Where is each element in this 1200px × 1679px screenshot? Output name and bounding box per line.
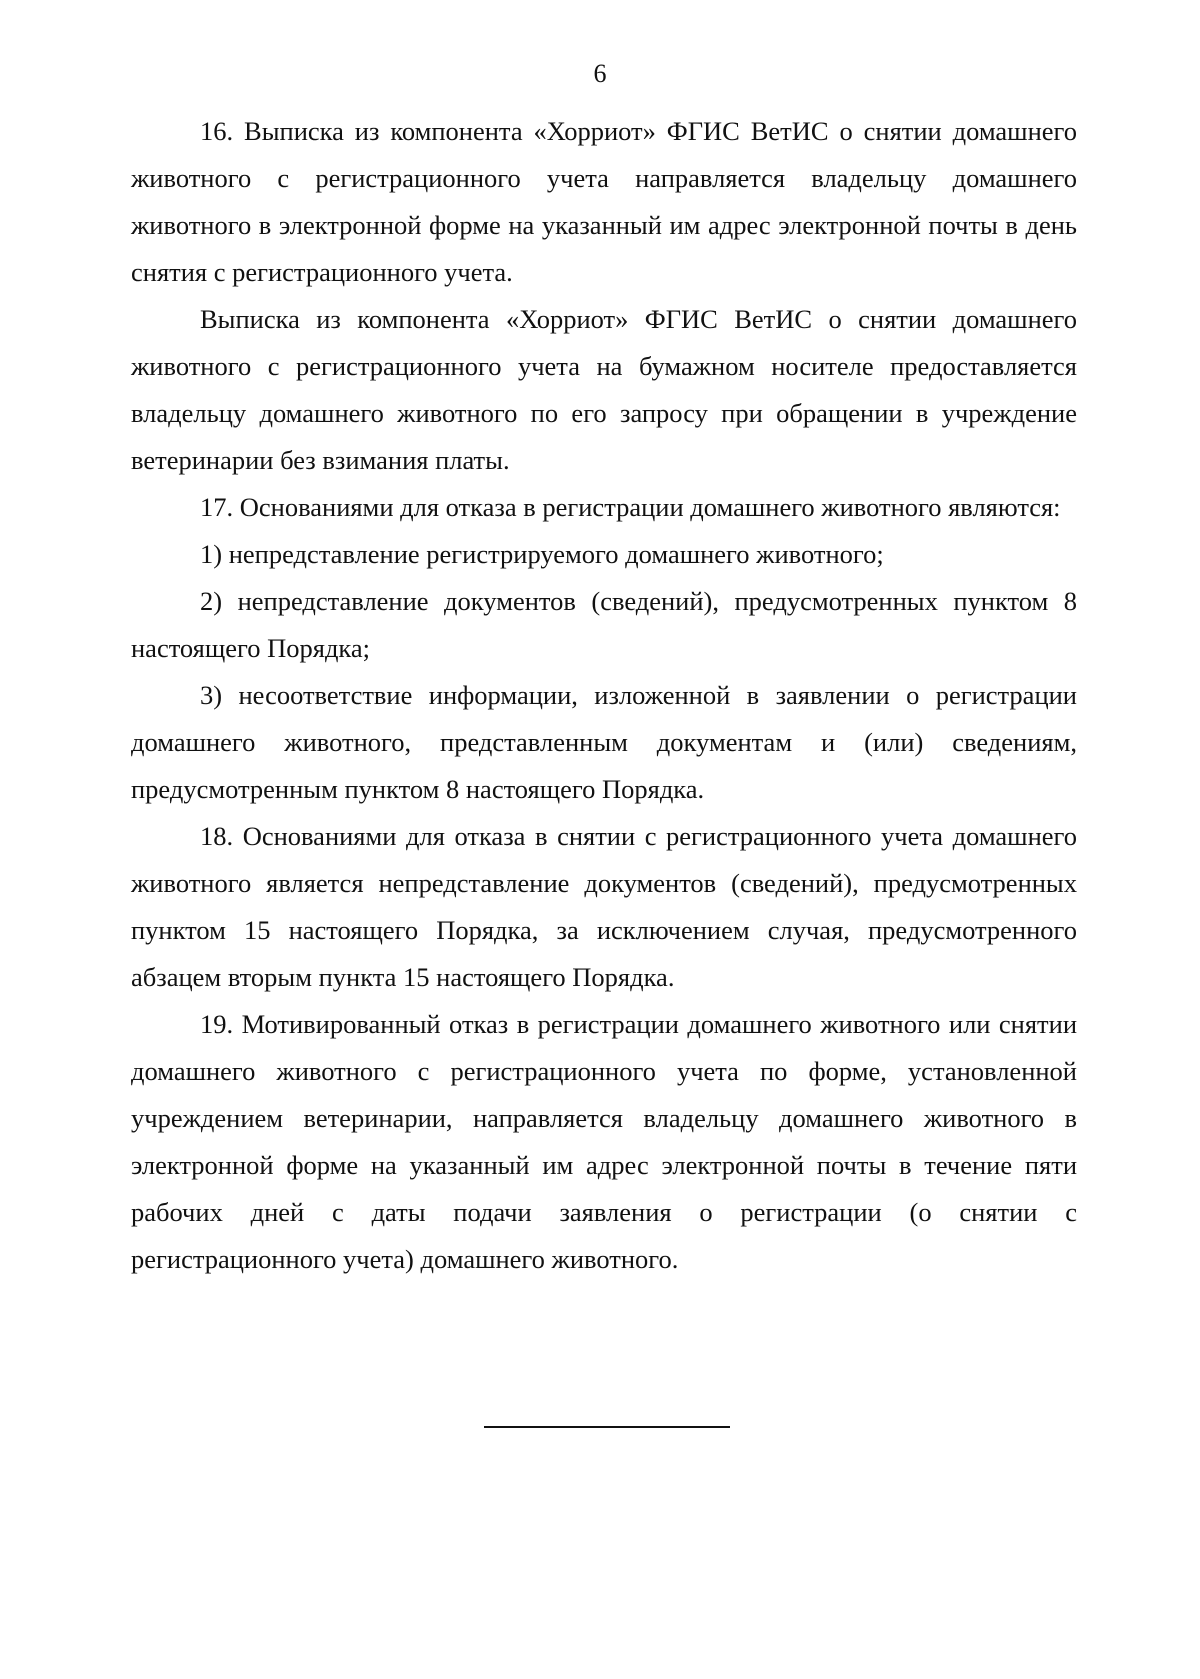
paragraph-18: 18. Основаниями для отказа в снятии с регистрационного учета домашнего животного является непредставление документов (сведений), предусмотренных пунктом 15 настоящего Порядка, за исключением случая, предусмотренного абзацем вторым пункта 15 настоящего Порядка. — [131, 821, 1077, 992]
paragraph-17-item-3: 3) несоответствие информации, изложенной в заявлении о регистрации домашнего животного, представленным документам и (или) сведениям, предусмотренным пунктом 8 настоящего Порядка. — [131, 680, 1077, 804]
paragraph-17-item-2: 2) непредставление документов (сведений), предусмотренных пунктом 8 настоящего Порядка; — [131, 586, 1077, 663]
paragraph-19: 19. Мотивированный отказ в регистрации домашнего животного или снятии домашнего животного с регистрационного учета по форме, установленной учреждением ветеринарии, направляется владельцу домашнего животного в электронной форме на указанный им адрес электронной почты в течение пяти рабочих дней с даты подачи заявления о регистрации (о снятии с регистрационного учета) домашнего животного. — [131, 1009, 1077, 1274]
paragraph-17: 17. Основаниями для отказа в регистрации домашнего животного являются: — [200, 492, 1061, 522]
page-number: 6 — [593, 59, 607, 88]
paragraph-17-item-1: 1) непредставление регистрируемого домашнего животного; — [200, 539, 884, 569]
paragraph-16-paper-extract: Выписка из компонента «Хорриот» ФГИС ВетИС о снятии домашнего животного с регистрационного учета на бумажном носителе предоставляется владельцу домашнего животного по его запросу при обращении в учреждение ветеринарии без взимания платы. — [131, 304, 1077, 475]
document-body — [131, 108, 1077, 1283]
end-of-document-rule — [484, 1426, 730, 1428]
paragraph-16: 16. Выписка из компонента «Хорриот» ФГИС ВетИС о снятии домашнего животного с регистрационного учета направляется владельцу домашнего животного в электронной форме на указанный им адрес электронной почты в день снятия с регистрационного учета. — [131, 116, 1077, 287]
